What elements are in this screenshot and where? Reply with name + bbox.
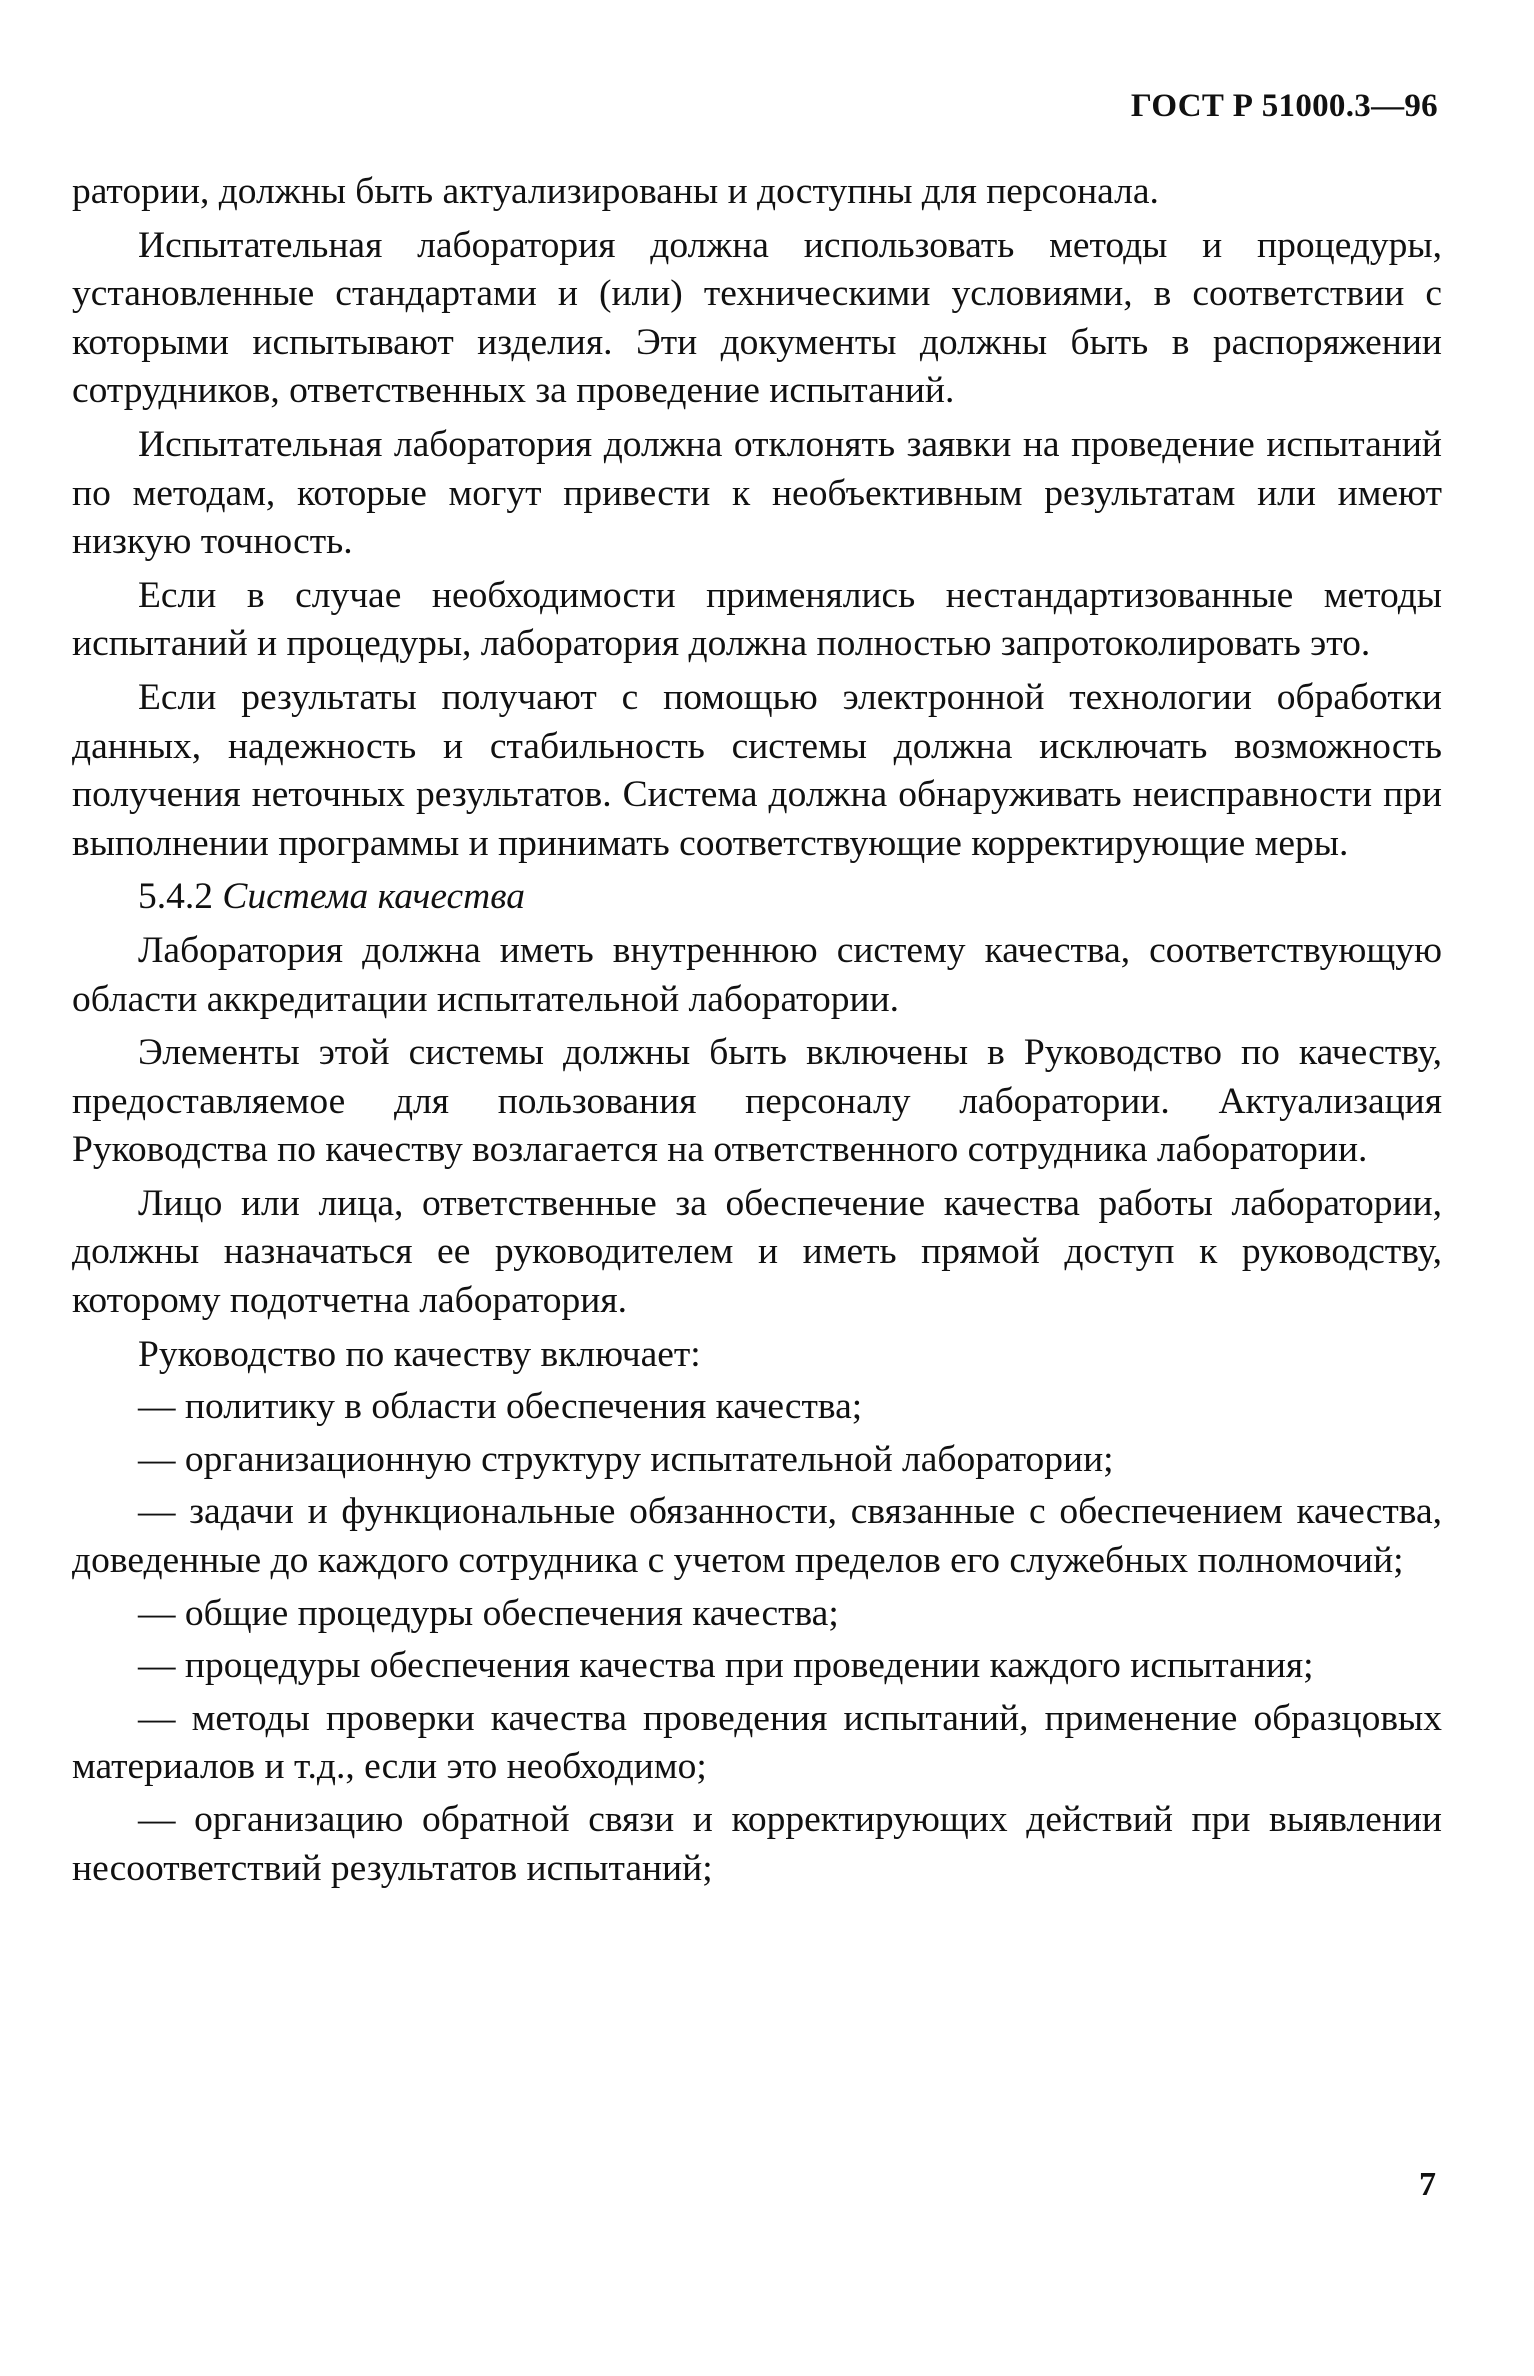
standard-code-header: ГОСТ Р 51000.3—96: [1130, 88, 1438, 124]
paragraph: Элементы этой системы должны быть включены в Руководство по качеству, предоставляемое для пользования персоналу лаборатории. Актуализация Руководства по качеству возлагается на ответственного сотрудника лаборатории.: [72, 1032, 1442, 1171]
list-item: — процедуры обеспечения качества при проведении каждого испытания;: [138, 1645, 1314, 1687]
page-number: 7: [1419, 2166, 1436, 2203]
list-intro: Руководство по качеству включает:: [138, 1333, 701, 1375]
list-item: — организацию обратной связи и корректирующих действий при выявлении несоответствий результатов испытаний;: [72, 1799, 1442, 1889]
list-item: — политику в области обеспечения качества;: [138, 1386, 863, 1428]
paragraph: Испытательная лаборатория должна отклонять заявки на проведение испытаний по методам, которые могут привести к необъективным результатам или имеют низкую точность.: [72, 423, 1442, 563]
list-item: — задачи и функциональные обязанности, связанные с обеспечением качества, доведенные до каждого сотрудника с учетом пределов его служебных полномочий;: [72, 1491, 1442, 1582]
list-item: — методы проверки качества проведения испытаний, применение образцовых материалов и т.д., если это необходимо;: [72, 1697, 1442, 1788]
paragraph: Если результаты получают с помощью электронной технологии обработки данных, надежность и стабильность системы должна исключать возможность получения неточных результатов. Система должна обнаруживать неисправности при выполнении программы и принимать соответствующие корректирующие меры.: [72, 676, 1442, 864]
paragraph: ратории, должны быть актуализированы и доступны для персонала.: [72, 171, 1159, 212]
section-heading: [72, 873, 1442, 922]
section-title: Система качества: [222, 876, 526, 918]
list-item: — общие процедуры обеспечения качества;: [138, 1592, 839, 1634]
section-number: 5.4.2: [138, 876, 213, 918]
paragraph: Лицо или лица, ответственные за обеспечение качества работы лаборатории, должны назначаться ее руководителем и иметь прямой доступ к руководству, которому подотчетна лаборатория.: [72, 1182, 1442, 1322]
paragraph: Испытательная лаборатория должна использовать методы и процедуры, установленные стандартами и (или) техническими условиями, в соответствии с которыми испытывают изделия. Эти документы должны быть в распоряжении сотрудников, ответственных за проведение испытаний.: [72, 224, 1442, 412]
list-item: — организационную структуру испытательной лаборатории;: [138, 1438, 1114, 1480]
document-body: [72, 168, 1442, 1893]
paragraph: Лаборатория должна иметь внутреннюю систему качества, соответствующую области аккредитации испытательной лаборатории.: [72, 929, 1442, 1020]
paragraph: Если в случае необходимости применялись нестандартизованные методы испытаний и процедуры, лаборатория должна полностью запротоколировать это.: [72, 574, 1442, 665]
